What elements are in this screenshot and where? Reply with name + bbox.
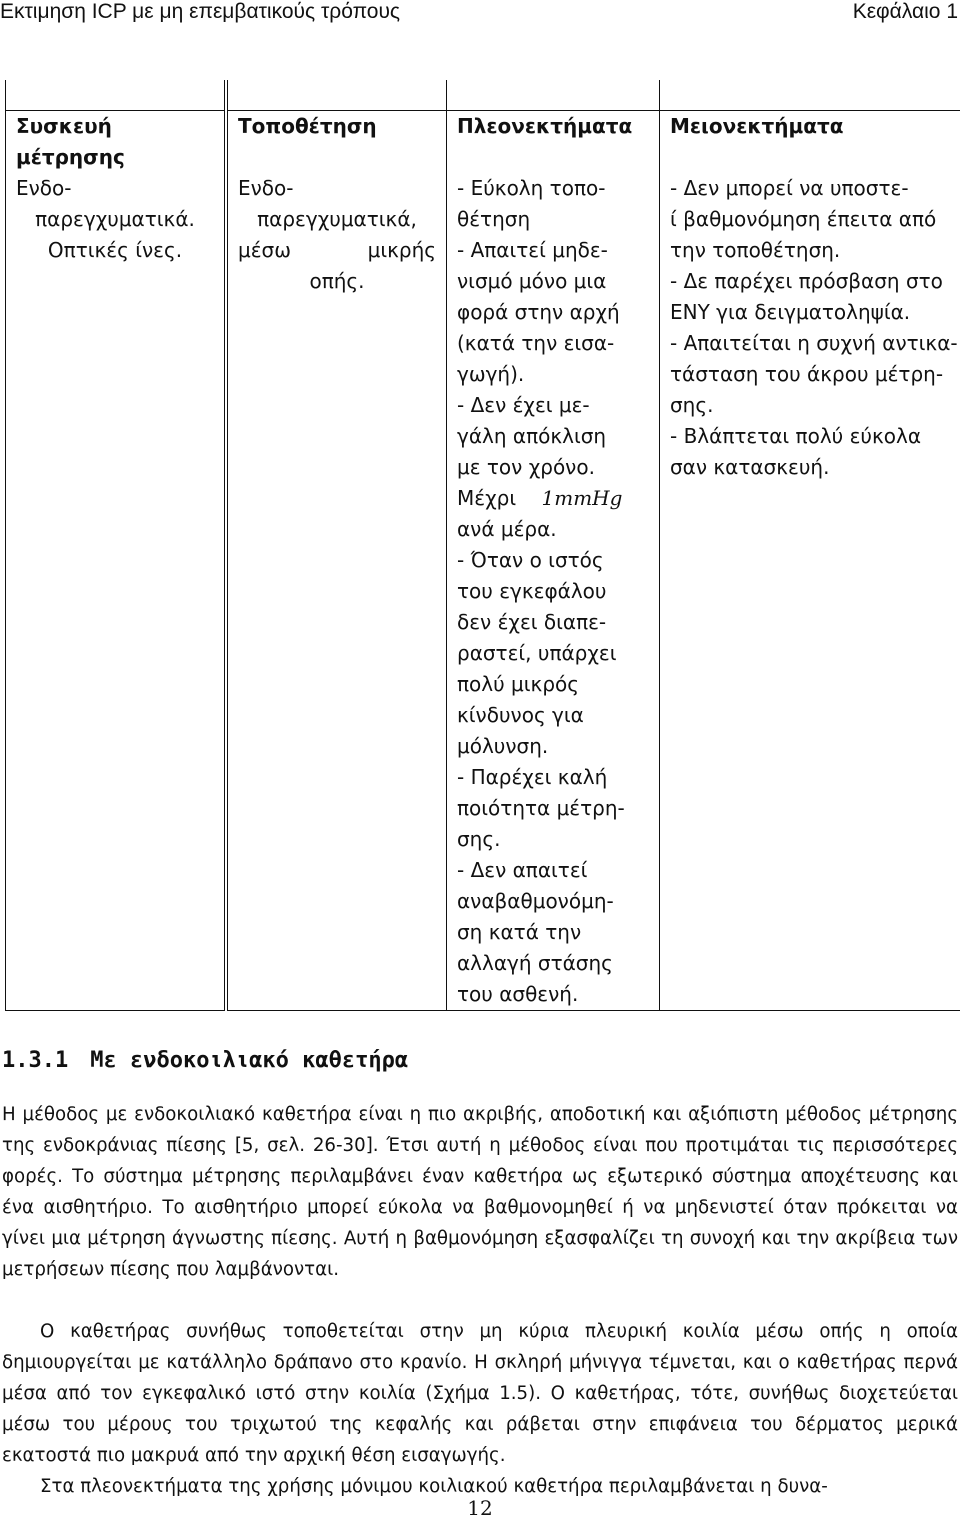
cell-advantages: - Εύκολη τοπο- θέτηση - Απαιτεί μηδε- νισμό μόνο μια φορά στην αρχή (κατά την εισα- γωγή). - Δεν έχει με- γάλη απόκλιση με τον χρόνο. Μέχρι 1mmHg ανά μέρα. - Όταν ο ιστός του εγκεφάλου δεν έχει διαπε- ραστεί, υπάρχει πολύ μικρός κίνδυνος για μόλυνση. - Παρέχει καλή ποιότητα μέτρη- σης. - Δεν απαιτεί αναβαθμονόμη- ση κατά την αλλαγή στάσης του ασθενή. [447, 173, 660, 1011]
section-number: 1.3.1 [2, 1048, 69, 1073]
header-disadvantages: Μειονεκτήματα [660, 111, 960, 174]
section-heading [2, 1048, 408, 1073]
page-number: 12 [467, 1496, 493, 1520]
table-row [6, 173, 960, 1011]
running-header [0, 0, 960, 30]
header-chapter: Κεφάλαιο 1 [852, 0, 958, 23]
pressure-unit: 1mmHg [541, 486, 623, 510]
cell-device: Ενδο- παρεγχυματικά. Οπτικές ίνες. [6, 173, 227, 1011]
header-advantages: Πλεονεκτήματα [447, 111, 660, 174]
table-top-spacer [6, 80, 960, 111]
paragraph-2: Ο καθετήρας συνήθως τοποθετείται στην μη κύρια πλευρική κοιλία μέσω οπής η οποία δημιουργείται με κατάλληλο δράπανο στο κρανίο. Η σκληρή μήνιγγα τέμνεται, και ο καθετήρας περνά μέσα από τον εγκεφαλικό ιστό στην κοιλία (Σχήμα 1.5). Ο καθετήρας, τότε, συνήθως διοχετεύεται μέσω του μέρους του τριχωτού της κεφαλής και ράβεται στην επιφάνεια του δέρματος μερικά εκατοστά πιο μακρυά από την αρχική θέση εισαγωγής. [2, 1321, 958, 1466]
header-placement: Τοποθέτηση [226, 111, 447, 174]
cell-placement: Ενδο- παρεγχυματικά, μέσω μικρής οπής. [226, 173, 447, 1011]
section-title: Με ενδοκοιλιακό καθετήρα [90, 1048, 409, 1073]
table-header-row [6, 111, 960, 174]
header-device: Συσκευή μέτρησης [6, 111, 227, 174]
cell-disadvantages: - Δεν μπορεί να υποστε- ί βαθμονόμηση έπειτα από την τοποθέτηση. - Δε παρέχει πρόσβαση στο ΕΝΥ για δειγματοληψία. - Απαιτείται η συχνή αντικα- τάσταση του άκρου μέτρη- σης. - Βλάπτεται πολύ εύκολα σαν κατασκευή. [660, 173, 960, 1011]
header-title: Εκτιμηση ICP με μη επεμβατικούς τρόπους [0, 0, 401, 23]
device-comparison-table [5, 80, 960, 1011]
paragraph-3: Στα πλεονεκτήματα της χρήσης μόνιμου κοιλιακού καθετήρα περιλαμβάνεται η δυνα- [40, 1476, 828, 1497]
paragraph-1: Η μέθοδος με ενδοκοιλιακό καθετήρα είναι η πιο ακριβής, αποδοτική και αξιόπιστη μέθοδος μέτρησης της ενδοκράνιας πίεσης [5, σελ. 26-30]. Έτσι αυτή η μέθοδος είναι που προτιμάται τις περισσότερες φορές. Το σύστημα μέτρησης περιλαμβάνει έναν καθετήρα ως εξωτερικό σύστημα αποχέτευσης και ένα αισθητήριο. Το αισθητήριο μπορεί εύκολα να βαθμονομηθεί ή να μηδενιστεί όταν πρόκειται να γίνει μια μέτρηση άγνωστης πίεσης. Αυτή η βαθμονόμηση εξασφαλίζει τη συνοχή και την ακρίβεια των μετρήσεων πίεσης που λαμβάνονται. [2, 1104, 958, 1280]
